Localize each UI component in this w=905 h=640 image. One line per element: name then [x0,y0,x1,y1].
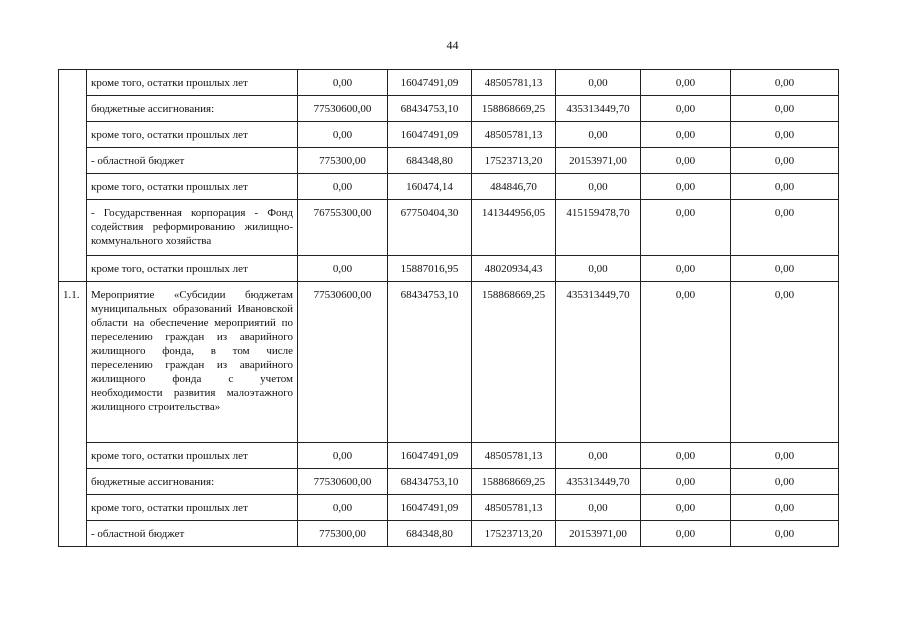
page-number: 44 [446,38,459,52]
value-cell: 0,00 [641,174,731,200]
table-row [59,256,839,282]
value-cell: 0,00 [641,256,731,282]
value-cell: 76755300,00 [298,200,388,256]
value-cell: 684348,80 [388,148,472,174]
value-cell: 48020934,43 [472,256,556,282]
value-cell: 0,00 [556,122,641,148]
value-cell: 20153971,00 [556,521,641,547]
value-cell: 0,00 [556,256,641,282]
value-cell: 0,00 [298,122,388,148]
value-cell: 775300,00 [298,521,388,547]
value-cell: 435313449,70 [556,282,641,443]
value-cell: 68434753,10 [388,282,472,443]
value-cell: 0,00 [641,282,731,443]
row-description: кроме того, остатки прошлых лет [87,256,298,282]
value-cell: 17523713,20 [472,521,556,547]
table-row [59,469,839,495]
value-cell: 158868669,25 [472,282,556,443]
row-description: бюджетные ассигнования: [87,469,298,495]
value-cell: 48505781,13 [472,122,556,148]
value-cell: 0,00 [731,521,839,547]
row-description: - областной бюджет [87,148,298,174]
value-cell: 77530600,00 [298,96,388,122]
row-description: кроме того, остатки прошлых лет [87,495,298,521]
row-description: кроме того, остатки прошлых лет [87,174,298,200]
value-cell: 0,00 [731,96,839,122]
value-cell: 0,00 [298,256,388,282]
value-cell: 16047491,09 [388,495,472,521]
value-cell: 0,00 [731,495,839,521]
value-cell: 16047491,09 [388,443,472,469]
value-cell: 0,00 [641,122,731,148]
value-cell: 0,00 [641,148,731,174]
table-row [59,148,839,174]
row-description: кроме того, остатки прошлых лет [87,443,298,469]
value-cell: 141344956,05 [472,200,556,256]
value-cell: 484846,70 [472,174,556,200]
value-cell: 67750404,30 [388,200,472,256]
value-cell: 16047491,09 [388,70,472,96]
row-description: кроме того, остатки прошлых лет [87,122,298,148]
value-cell: 0,00 [731,70,839,96]
value-cell: 48505781,13 [472,495,556,521]
value-cell: 16047491,09 [388,122,472,148]
table-row [59,282,839,443]
value-cell: 0,00 [641,443,731,469]
value-cell: 0,00 [731,256,839,282]
table-row [59,521,839,547]
value-cell: 68434753,10 [388,96,472,122]
value-cell: 15887016,95 [388,256,472,282]
table-row [59,495,839,521]
value-cell: 0,00 [298,70,388,96]
value-cell: 158868669,25 [472,96,556,122]
table-row [59,70,839,96]
value-cell: 0,00 [556,174,641,200]
value-cell: 0,00 [641,200,731,256]
value-cell: 160474,14 [388,174,472,200]
table-row [59,443,839,469]
row-description: бюджетные ассигнования: [87,96,298,122]
value-cell: 17523713,20 [472,148,556,174]
value-cell: 0,00 [641,70,731,96]
row-description: кроме того, остатки прошлых лет [87,70,298,96]
value-cell: 0,00 [731,148,839,174]
value-cell: 0,00 [641,96,731,122]
row-description: Мероприятие «Субсидии бюджетам муниципальных образований Ивановской области на обеспечение мероприятий по переселению граждан из аварийного жилищного фонда, в том числе переселению граждан из аварийного жилищного фонда с учетом необходимости развития малоэтажного жилищного строительства» [87,282,298,443]
value-cell: 48505781,13 [472,443,556,469]
table-row [59,122,839,148]
value-cell: 48505781,13 [472,70,556,96]
value-cell: 435313449,70 [556,96,641,122]
value-cell: 68434753,10 [388,469,472,495]
value-cell: 0,00 [731,200,839,256]
value-cell: 0,00 [556,495,641,521]
table-row [59,96,839,122]
value-cell: 0,00 [298,495,388,521]
value-cell: 0,00 [641,521,731,547]
row-index-cell [59,70,87,282]
value-cell: 0,00 [298,174,388,200]
value-cell: 0,00 [556,443,641,469]
value-cell: 0,00 [641,469,731,495]
value-cell: 435313449,70 [556,469,641,495]
value-cell: 158868669,25 [472,469,556,495]
row-description: - областной бюджет [87,521,298,547]
value-cell: 0,00 [731,469,839,495]
value-cell: 77530600,00 [298,469,388,495]
value-cell: 0,00 [731,122,839,148]
value-cell: 20153971,00 [556,148,641,174]
value-cell: 684348,80 [388,521,472,547]
value-cell: 0,00 [641,495,731,521]
value-cell: 0,00 [298,443,388,469]
value-cell: 77530600,00 [298,282,388,443]
value-cell: 0,00 [731,282,839,443]
value-cell: 775300,00 [298,148,388,174]
value-cell: 0,00 [556,70,641,96]
budget-table [58,69,839,547]
value-cell: 0,00 [731,174,839,200]
table-row [59,200,839,256]
row-description: - Государственная корпорация - Фонд содействия реформированию жилищно-коммунального хозяйства [87,200,298,256]
value-cell: 415159478,70 [556,200,641,256]
value-cell: 0,00 [731,443,839,469]
table-row [59,174,839,200]
row-index-cell: 1.1. [59,282,87,547]
